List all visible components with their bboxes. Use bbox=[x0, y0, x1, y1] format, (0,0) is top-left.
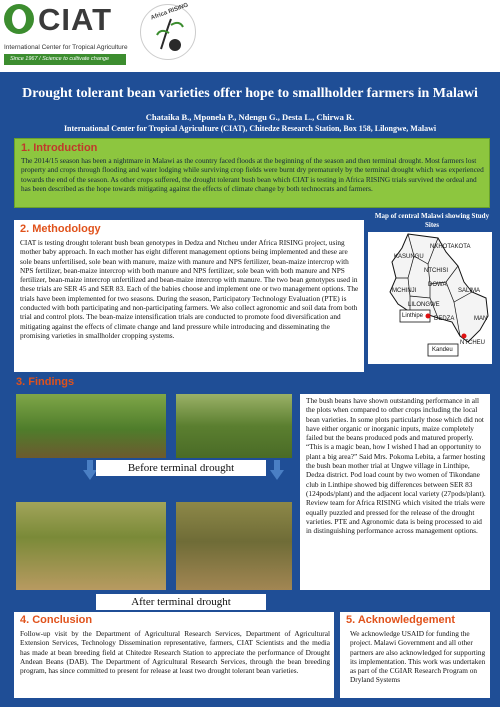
conclusion-section bbox=[14, 612, 334, 698]
acknowledgement-heading: 5. Acknowledgement bbox=[346, 614, 456, 626]
methodology-section bbox=[14, 220, 364, 372]
ciat-logo-text: CIAT bbox=[38, 2, 113, 37]
poster-affiliation: International Center for Tropical Agriculture (CIAT), Chitedze Research Station, Box 158, Lilongwe, Malawi bbox=[63, 124, 437, 133]
map-label-man: MAN bbox=[474, 316, 488, 322]
findings-section bbox=[300, 394, 490, 590]
map-label-nkhotakota: NKHOTAKOTA bbox=[430, 244, 471, 250]
findings-text: The bush beans have shown outstanding performance in all the plots when compared to other crops including the local bean varieties. In some plots particularly those which did not have either organic or inorganic inputs, maize completely failed but the beans produced pods and matured properly. “This is a magic bean, how I wished I had an opportunity to plant a big area?” Said Mrs. Pokoma Lebita, a farmer hosting the bush bean mother trial at Ungwe village in Linthipe, Dedza district. Pod load count by two women of Tikondane club in Linthipe showed big differences between SER 83 (124pods/plant) and the adjacent local variety (27pods/plant). Review team for Africa RISING which visited the trials were equally puzzled and pressed for the release of the drought varieties. PTE and Agronomic data is being processed to aid in distinguishing performance across management options. bbox=[306, 396, 486, 536]
ciat-logo bbox=[4, 4, 126, 68]
introduction-text: The 2014/15 season has been a nightmare in Malawi as the country faced floods at the beginning of the season and then terminal drought. Most farmers lost property and crops through flooding and water lodging while surviving crop fields were burnt dry prematurely by the terminal drought which was experienced towards the end of the season. As other crops suffered, the drought tolerant bush bean which CIAT is testing in Africa RISING trials survived the ordeal and has been described as the hope towards mitigating against the effects of climate change by both technocrats and farmers. bbox=[21, 156, 484, 193]
introduction-heading: 1. Introduction bbox=[21, 142, 98, 154]
ciat-tagline: Since 1967 / Science to cultivate change bbox=[4, 54, 126, 65]
down-arrow-icon bbox=[270, 470, 284, 480]
study-sites-map bbox=[368, 232, 492, 364]
map-label-salima: SALIMA bbox=[458, 288, 481, 294]
map-label-ntcheu: NTCHEU bbox=[460, 340, 485, 346]
after-drought-label: After terminal drought bbox=[96, 594, 266, 610]
map-title: Map of central Malawi showing Study Sites bbox=[374, 212, 490, 229]
photo-maize-after-drought bbox=[16, 502, 166, 590]
introduction-section bbox=[14, 138, 490, 208]
map-label-dedza: DEDZA bbox=[434, 316, 455, 322]
acknowledgement-text: We acknowledge USAID for funding the project. Malawi Government and all other partners are also acknowledged for supporting its implementation. This work was undertaken as part of the CGIAR Research Program on Dryland Systems bbox=[350, 629, 486, 685]
conclusion-heading: 4. Conclusion bbox=[20, 614, 93, 626]
map-label-kasungu: KASUNGU bbox=[394, 254, 424, 260]
acknowledgement-section bbox=[340, 612, 490, 698]
poster-authors: Chataika B., Mponela P., Ndengu G., Desta L., Chirwa R. bbox=[145, 112, 355, 122]
ciat-full-name: International Center for Tropical Agriculture bbox=[4, 44, 128, 51]
methodology-text: CIAT is testing drought tolerant bush bean genotypes in Dedza and Ntcheu under Africa RISING project, using mother baby approach. In each mother has eight different management options being implemented and these are sole beans unfertilised, sole bean with manure, maize with manure and NPS fertilizer, bean-maize intercrop with NPS fertilizer, bean-maize intercrop with both manure and NPS fertilizer, sole bean with both manure and NPS fertilizer, bean-maize intercrop unfertilized and bean-maize intercrop with manure. The two bean genotypes used in these trials are SER 45 and SER 83. Each of the babies choose and implement one or two management options. The trials have been implemented for two seasons. During the season, Participatory Technology Evaluation (PTE) is conducted with both participating and non-participating farmers. We also collect agronomic and soil data from both trial and control plots. The bean-maize intensification trials are conducted to promote food diversification and mitigating against the effects of climate change and land pressure while introducing and disseminating the promising varieties in smallholder cropping systems. bbox=[20, 238, 359, 340]
map-label-dowa: DOWA bbox=[428, 282, 447, 288]
map-label-mchinji: MCHINJI bbox=[392, 288, 417, 294]
photo-beans-after-drought bbox=[176, 502, 292, 590]
map-label-kandeu: Kandeu bbox=[432, 347, 453, 353]
conclusion-text: Follow-up visit by the Department of Agricultural Research Services, Department of Agricultural Extension Services, Technology Dissemination representative, farmers, CIAT Scientists and the media has made at bean breeding field at Chitedze Research Station to appreciate the performance of Drought Andean Beans (DAB). The Department of Agricultural Research Services, through the bean breeding program, has since committed to present for release at least two drought tolerant bean varieties. bbox=[20, 629, 330, 676]
map-label-lilongwe: LILONGWE bbox=[408, 302, 440, 308]
map-label-linthipe: Linthipe bbox=[402, 313, 424, 319]
poster-title: Drought tolerant bean varieties offer hope to smallholder farmers in Malawi bbox=[22, 86, 478, 101]
poster-header bbox=[0, 0, 500, 72]
map-label-ntchisi: NTCHISI bbox=[424, 268, 448, 274]
down-arrow-icon bbox=[83, 470, 97, 480]
before-drought-label: Before terminal drought bbox=[96, 460, 266, 476]
photo-maize-before-drought bbox=[16, 394, 166, 458]
findings-heading: 3. Findings bbox=[16, 376, 75, 388]
methodology-heading: 2. Methodology bbox=[20, 223, 101, 235]
africa-rising-logo-text: Africa RISING bbox=[150, 2, 190, 22]
ciat-logo-icon bbox=[4, 4, 34, 34]
photo-beans-before-drought bbox=[176, 394, 292, 458]
